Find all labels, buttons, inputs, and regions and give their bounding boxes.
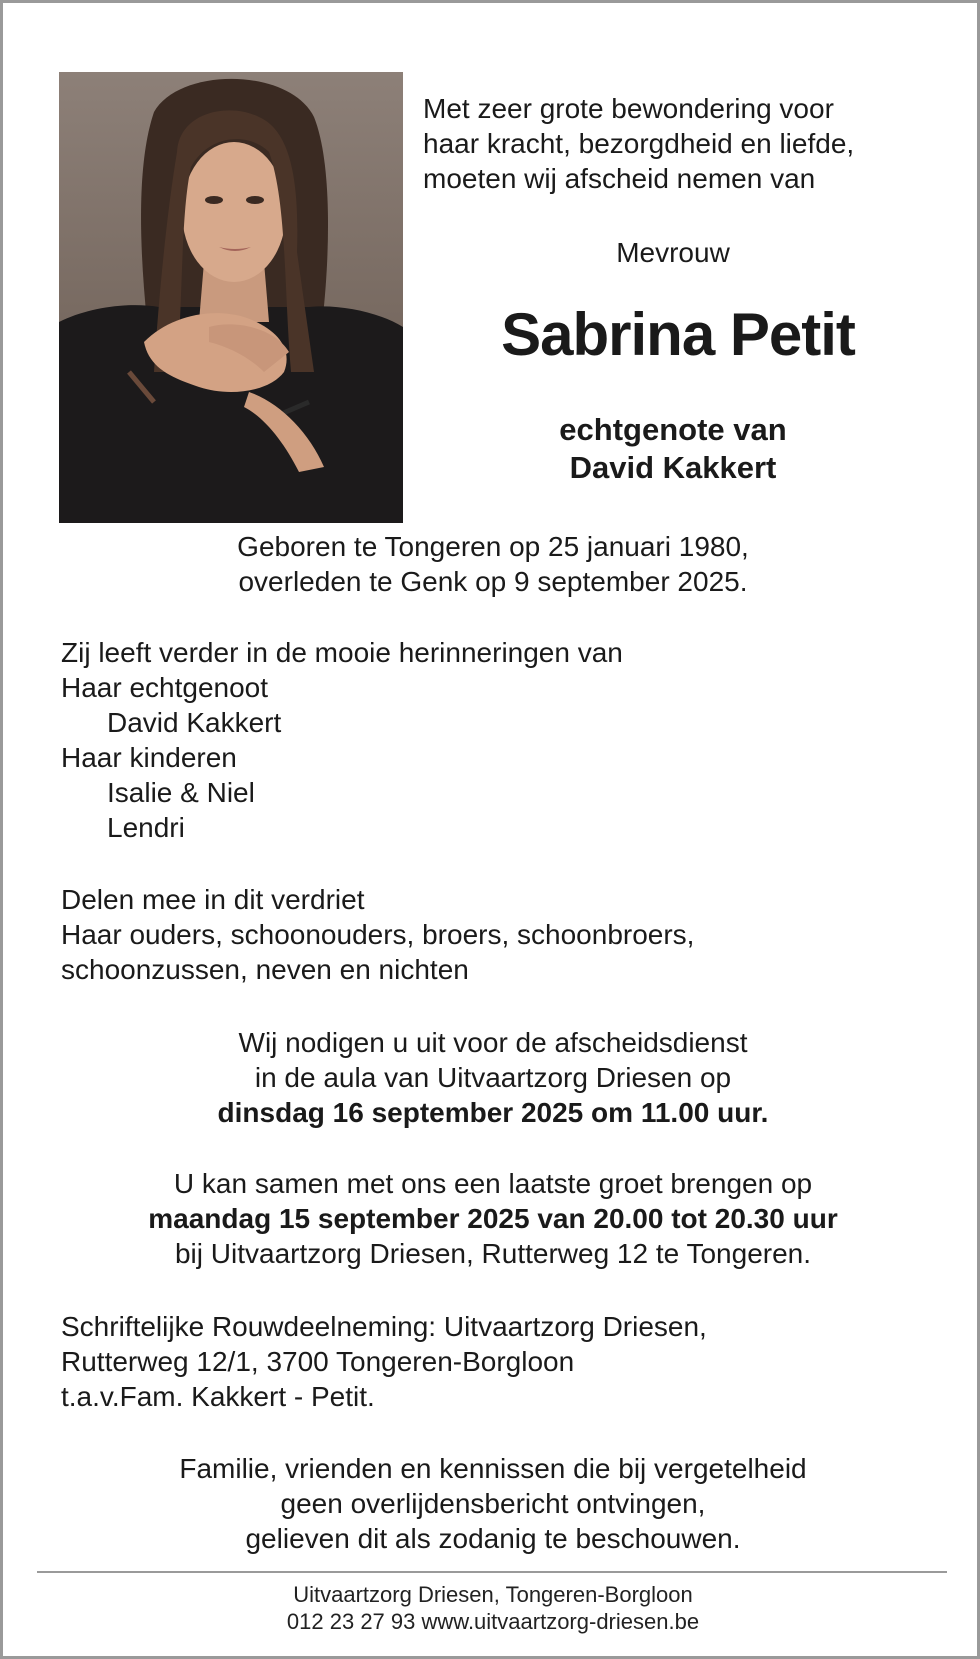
death-info: overleden te Genk op 9 september 2025.	[238, 566, 748, 597]
spouse-relation: echtgenote van	[559, 412, 787, 447]
condolence-line: Rutterweg 12/1, 3700 Tongeren-Borgloon	[61, 1346, 575, 1377]
share-line: Haar ouders, schoonouders, broers, schoonbroers,	[61, 919, 695, 950]
funeral-service	[63, 1025, 923, 1130]
survivor-group-label: Haar echtgenoot	[61, 672, 269, 703]
share-line: Delen mee in dit verdriet	[61, 884, 365, 915]
life-dates	[123, 529, 863, 599]
spouse-name: David Kakkert	[569, 450, 777, 485]
visit-line: U kan samen met ons een laatste groet brengen op	[173, 1168, 813, 1199]
survivor-group-label: Haar kinderen	[61, 742, 237, 773]
family-note-line: geen overlijdensbericht ontvingen,	[280, 1488, 706, 1519]
family-note	[63, 1451, 923, 1556]
survivor-name: David Kakkert	[107, 707, 282, 738]
honorific: Mevrouw	[616, 237, 730, 268]
intro-line: Met zeer grote bewondering voor	[423, 93, 834, 124]
birth-info: Geboren te Tongeren op 25 januari 1980,	[237, 531, 749, 562]
service-line: in de aula van Uitvaartzorg Driesen op	[254, 1062, 732, 1093]
visit-location: bij Uitvaartzorg Driesen, Rutterweg 12 te Tongeren.	[174, 1238, 812, 1269]
survivor-name: Lendri	[107, 812, 185, 843]
footer	[63, 1581, 923, 1635]
footer-company: Uitvaartzorg Driesen, Tongeren-Borgloon	[293, 1582, 693, 1607]
survivors-list	[61, 635, 921, 845]
portrait-photo	[59, 72, 403, 523]
visit-datetime: maandag 15 september 2025 van 20.00 tot 20.30 uur	[148, 1203, 838, 1234]
shared-grief	[61, 882, 921, 987]
family-note-line: gelieven dit als zodanig te beschouwen.	[245, 1523, 741, 1554]
footer-contact: 012 23 27 93 www.uitvaartzorg-driesen.be	[286, 1609, 700, 1634]
family-note-line: Familie, vrienden en kennissen die bij vergetelheid	[179, 1453, 807, 1484]
intro-line: haar kracht, bezorgdheid en liefde,	[423, 128, 855, 159]
share-line: schoonzussen, neven en nichten	[61, 954, 469, 985]
condolence-line: t.a.v.Fam. Kakkert - Petit.	[61, 1381, 375, 1412]
service-datetime: dinsdag 16 september 2025 om 11.00 uur.	[217, 1097, 769, 1128]
condolence-line: Schriftelijke Rouwdeelneming: Uitvaartzorg Driesen,	[61, 1311, 707, 1342]
intro-text	[423, 91, 943, 196]
condolence-address	[61, 1309, 921, 1414]
survivor-name: Isalie & Niel	[107, 777, 255, 808]
spouse-info	[463, 411, 883, 487]
visitation	[63, 1166, 923, 1271]
footer-divider	[37, 1571, 947, 1573]
intro-line: moeten wij afscheid nemen van	[423, 163, 816, 194]
portrait-illustration	[59, 72, 403, 523]
deceased-name: Sabrina Petit	[501, 301, 855, 368]
survivors-intro: Zij leeft verder in de mooie herinneringen van	[61, 637, 623, 668]
service-line: Wij nodigen u uit voor de afscheidsdienst	[238, 1027, 748, 1058]
